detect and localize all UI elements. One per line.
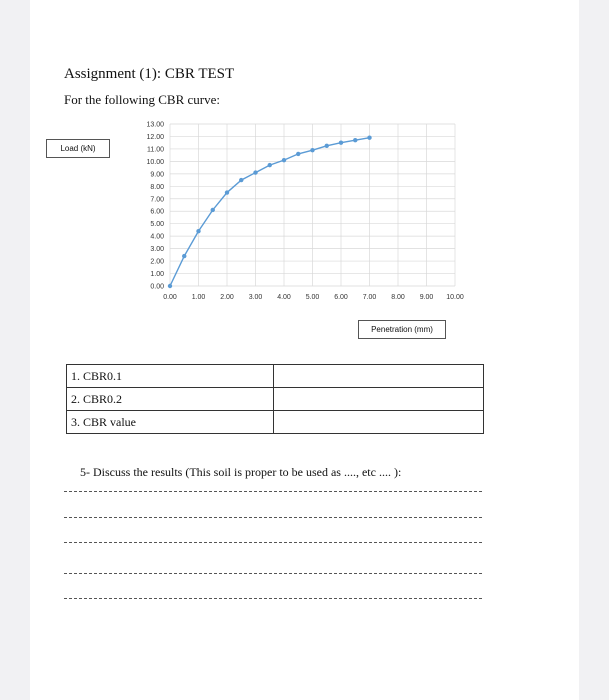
data-point <box>253 170 257 174</box>
answer-line[interactable] <box>64 542 482 543</box>
assignment-title: Assignment (1): CBR TEST <box>64 66 235 82</box>
y-tick-label: 9.00 <box>150 171 164 179</box>
x-tick-label: 10.00 <box>446 294 464 301</box>
y-tick-label: 4.00 <box>150 233 164 241</box>
data-point <box>367 136 371 140</box>
answer-cell[interactable] <box>274 411 484 434</box>
answer-line[interactable] <box>64 491 482 492</box>
answer-line[interactable] <box>64 598 482 599</box>
answer-cell[interactable] <box>274 388 484 411</box>
answers-table <box>66 364 484 434</box>
y-tick-label: 2.00 <box>150 258 164 266</box>
x-tick-label: 9.00 <box>419 294 434 301</box>
question-cell: 2. CBR0.2 <box>67 388 274 411</box>
y-tick-label: 0.00 <box>150 283 164 291</box>
series-line <box>170 138 370 286</box>
question-cell: 3. CBR value <box>67 411 274 434</box>
data-point <box>296 152 300 156</box>
y-tick-label: 13.00 <box>146 121 164 129</box>
x-tick-label: 5.00 <box>305 294 320 301</box>
y-tick-label: 3.00 <box>150 246 164 254</box>
table-row <box>67 388 484 411</box>
x-tick-label: 4.00 <box>277 294 291 301</box>
x-tick-label: 2.00 <box>220 294 234 301</box>
answer-line[interactable] <box>64 517 482 518</box>
data-point <box>182 254 186 258</box>
y-tick-label: 1.00 <box>150 271 164 279</box>
x-tick-label: 6.00 <box>334 294 348 301</box>
data-point <box>196 229 200 233</box>
answer-cell[interactable] <box>274 365 484 388</box>
data-point <box>239 178 243 182</box>
answer-line[interactable] <box>64 573 482 574</box>
table-row <box>67 411 484 434</box>
y-tick-label: 7.00 <box>150 196 164 204</box>
x-tick-label: 7.00 <box>362 294 377 301</box>
y-tick-labels <box>146 122 164 291</box>
data-point <box>225 190 229 194</box>
x-tick-labels <box>163 294 464 301</box>
y-tick-label: 8.00 <box>150 183 164 191</box>
y-tick-label: 6.00 <box>150 208 164 216</box>
x-tick-label: 0.00 <box>163 294 177 301</box>
data-point <box>282 158 286 162</box>
x-tick-label: 1.00 <box>191 294 206 301</box>
y-tick-label: 5.00 <box>150 221 164 229</box>
data-point <box>353 138 357 142</box>
y-tick-label: 10.00 <box>146 158 164 166</box>
data-point <box>268 163 272 167</box>
data-point <box>168 284 172 288</box>
x-tick-label: 3.00 <box>248 294 263 301</box>
data-point <box>310 148 314 152</box>
x-tick-label: 8.00 <box>391 294 405 301</box>
data-point <box>211 208 215 212</box>
assignment-subtitle: For the following CBR curve: <box>64 92 220 107</box>
y-tick-label: 11.00 <box>147 146 164 154</box>
data-point <box>325 144 329 148</box>
y-axis-label: Load (kN) <box>46 139 110 158</box>
table-row <box>67 365 484 388</box>
x-axis-label: Penetration (mm) <box>358 320 446 339</box>
question-cell: 1. CBR0.1 <box>67 365 274 388</box>
data-point <box>339 140 343 144</box>
discussion-prompt: 5- Discuss the results (This soil is proper to be used as ...., etc .... ): <box>80 465 402 479</box>
y-tick-label: 12.00 <box>146 133 164 141</box>
